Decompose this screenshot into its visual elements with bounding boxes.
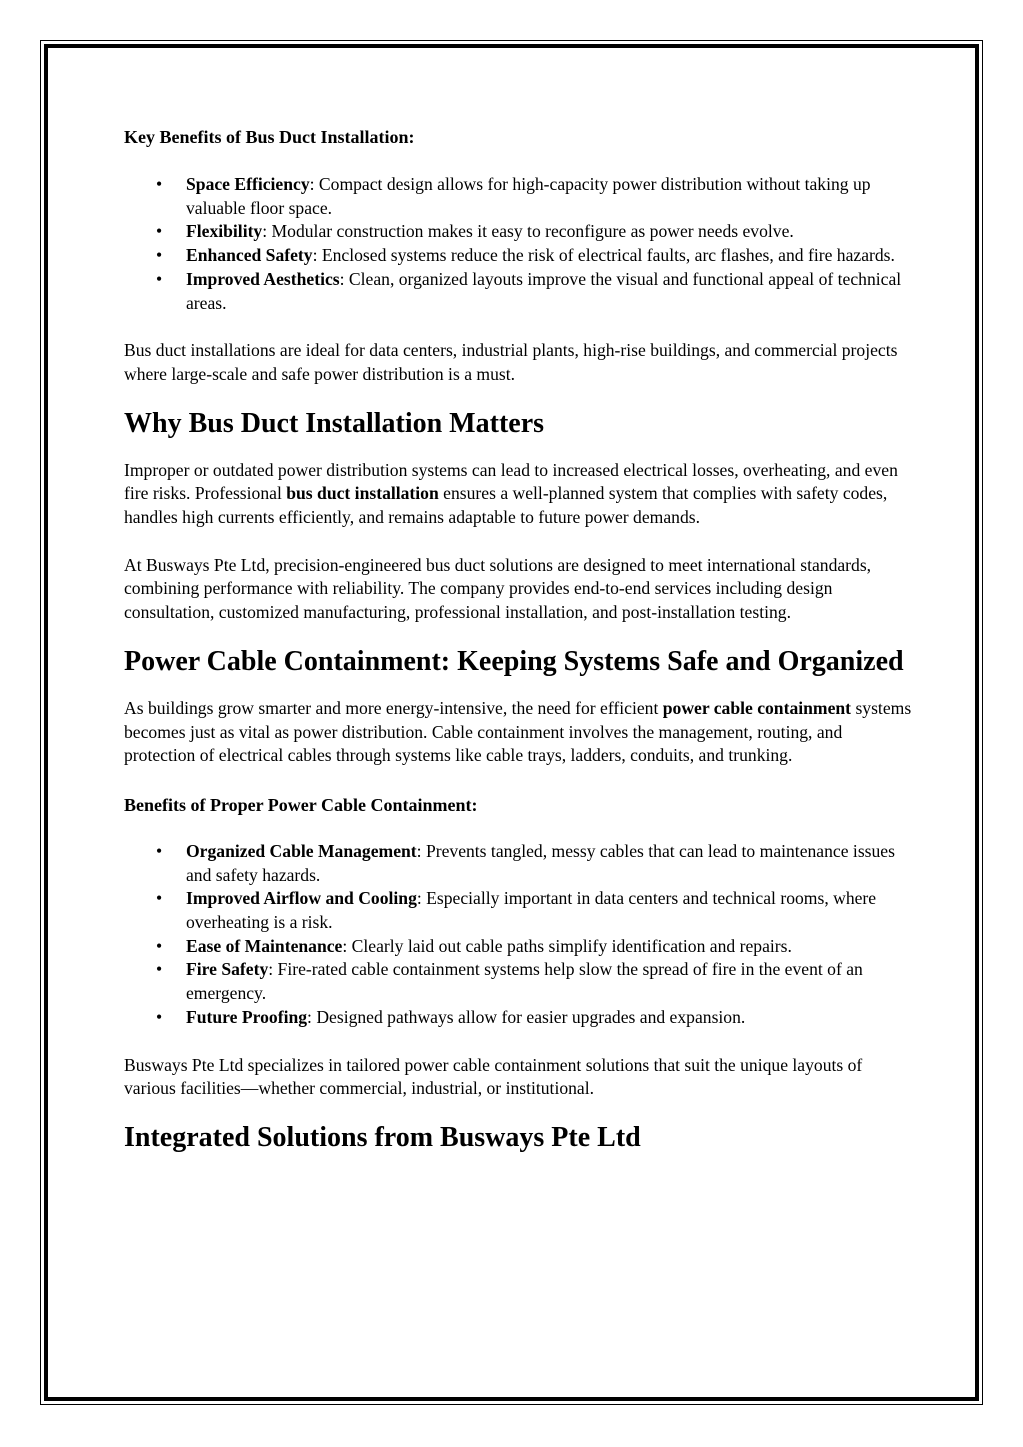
list-item-term: Improved Aesthetics xyxy=(186,268,340,289)
list-item-term: Future Proofing xyxy=(186,1006,308,1027)
bullet-icon: • xyxy=(156,221,163,242)
integrated-solutions-heading: Integrated Solutions from Busways Pte Ltd xyxy=(124,1121,641,1153)
list-item xyxy=(124,958,914,1005)
paragraph-text: systems becomes just as vital as power distribution. Cable containment involves the management, routing, and protection of electrical cables through systems like cable trays, ladders, conduits, and trunking. xyxy=(124,697,912,766)
list-item-term: Improved Airflow and Cooling xyxy=(186,888,417,909)
list-item-term: Organized Cable Management xyxy=(186,840,417,861)
list-item xyxy=(124,887,914,934)
cable-containment-intro-paragraph xyxy=(124,697,914,768)
why-bus-duct-heading: Why Bus Duct Installation Matters xyxy=(124,407,545,439)
document-content xyxy=(124,124,914,1156)
bullet-icon: • xyxy=(156,245,163,266)
bullet-icon: • xyxy=(156,1006,163,1027)
list-item-text: : Clearly laid out cable paths simplify identification and repairs. xyxy=(342,935,792,956)
list-item-text: : Clean, organized layouts improve the visual and functional appeal of technical areas. xyxy=(186,268,902,313)
power-cable-containment-heading: Power Cable Containment: Keeping Systems Safe and Organized xyxy=(124,645,904,677)
list-item xyxy=(124,173,914,220)
list-item xyxy=(124,840,914,887)
list-item-term: Enhanced Safety xyxy=(186,245,313,266)
paragraph-text: Improper or outdated power distribution systems can lead to increased electrical losses, overheating, and even fire risks. Professional xyxy=(124,459,898,504)
key-benefits-list xyxy=(124,173,914,315)
list-item-text: : Fire-rated cable containment systems help slow the spread of fire in the event of an emergency. xyxy=(186,959,863,1004)
list-item-text: : Enclosed systems reduce the risk of electrical faults, arc flashes, and fire hazards. xyxy=(312,245,895,266)
improper-systems-paragraph xyxy=(124,459,914,530)
list-item xyxy=(124,935,914,959)
busways-solutions-paragraph: At Busways Pte Ltd, precision-engineered bus duct solutions are designed to meet international standards, combining performance with reliability. The company provides end-to-end services including design consultation, customized manufacturing, professional installation, and post-installation testing. xyxy=(124,554,872,623)
list-item-text: : Especially important in data centers and technical rooms, where overheating is a risk. xyxy=(186,888,877,933)
bullet-icon: • xyxy=(156,840,163,861)
list-item xyxy=(124,268,914,315)
list-item-text: : Compact design allows for high-capacity power distribution without taking up valuable floor space. xyxy=(186,174,871,218)
list-item xyxy=(124,220,914,244)
bullet-icon: • xyxy=(156,268,163,289)
bullet-icon: • xyxy=(156,174,163,194)
list-item-text: : Modular construction makes it easy to reconfigure as power needs evolve. xyxy=(262,221,794,242)
busways-containment-paragraph: Busways Pte Ltd specializes in tailored power cable containment solutions that suit the unique layouts of various facilities—whether commercial, industrial, or institutional. xyxy=(124,1054,863,1099)
bullet-icon: • xyxy=(156,959,163,980)
list-item-term: Space Efficiency xyxy=(186,174,310,194)
paragraph-text: As buildings grow smarter and more energy-intensive, the need for efficient xyxy=(124,697,663,718)
bullet-icon: • xyxy=(156,935,163,956)
list-item-term: Fire Safety xyxy=(186,959,269,980)
paragraph-text: ensures a well-planned system that complies with safety codes, handles high currents efficiently, and remains adaptable to future power demands. xyxy=(124,483,888,528)
list-item xyxy=(124,1006,914,1030)
list-item-text: : Designed pathways allow for easier upgrades and expansion. xyxy=(307,1006,746,1027)
key-benefits-heading: Key Benefits of Bus Duct Installation: xyxy=(124,127,415,147)
list-item-term: Flexibility xyxy=(186,221,263,242)
list-item-term: Ease of Maintenance xyxy=(186,935,343,956)
bus-duct-uses-paragraph: Bus duct installations are ideal for data centers, industrial plants, high-rise buildings, and commercial projects where large-scale and safe power distribution is a must. xyxy=(124,340,898,384)
containment-benefits-list xyxy=(124,840,914,1030)
containment-benefits-heading: Benefits of Proper Power Cable Containment: xyxy=(124,794,478,815)
paragraph-bold-text: bus duct installation xyxy=(286,483,439,504)
bullet-icon: • xyxy=(156,888,163,909)
list-item xyxy=(124,244,914,268)
list-item-text: : Prevents tangled, messy cables that can lead to maintenance issues and safety hazards. xyxy=(186,840,895,885)
paragraph-bold-text: power cable containment xyxy=(662,697,852,718)
